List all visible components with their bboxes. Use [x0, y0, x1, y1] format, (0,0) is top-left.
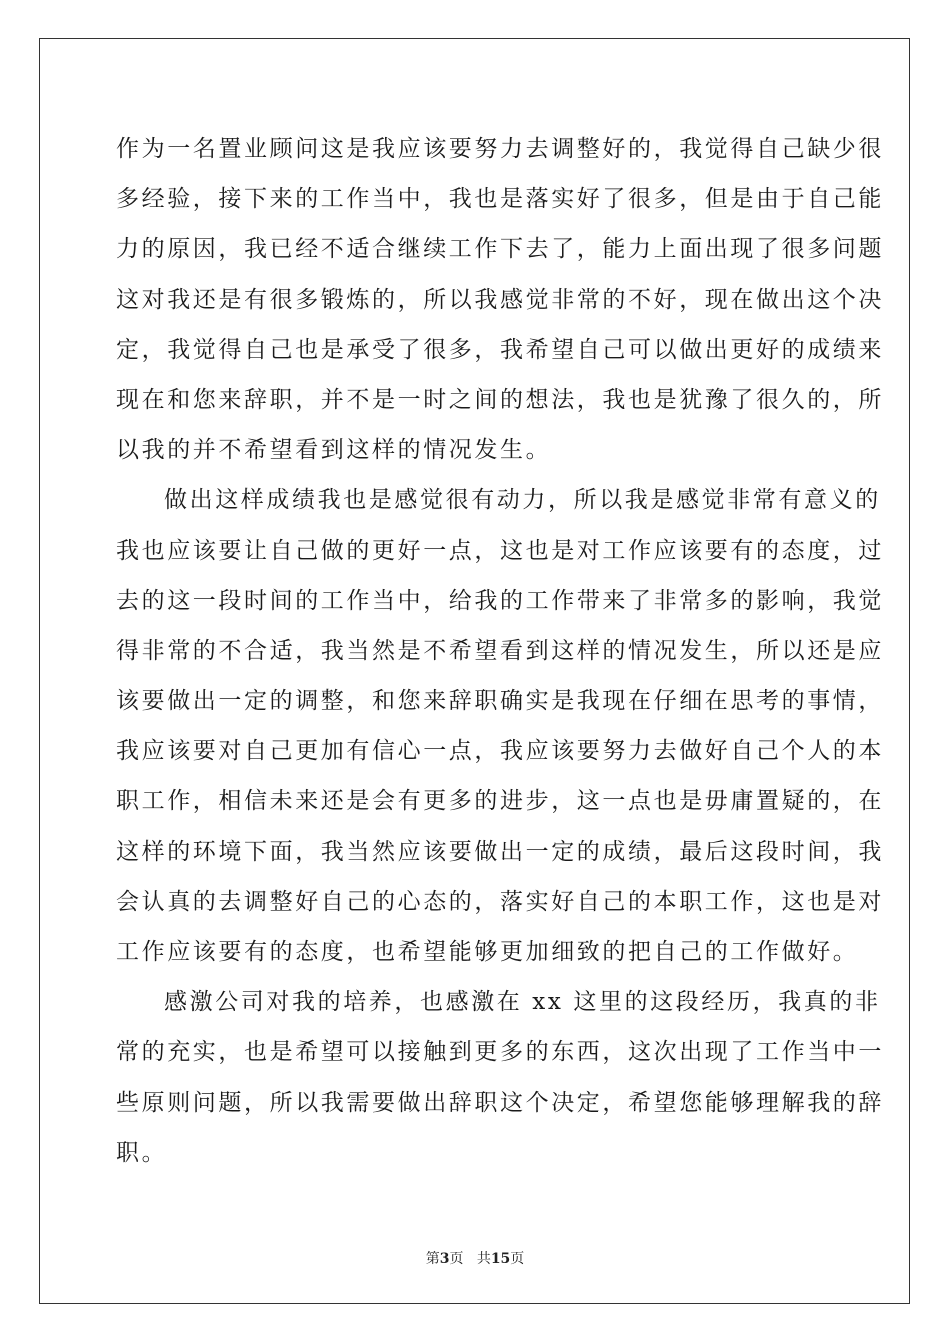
text-line: 些原则问题，所以我需要做出辞职这个决定，希望您能够理解我的辞 — [116, 1089, 884, 1116]
text-line: 我也应该要让自己做的更好一点，这也是对工作应该要有的态度，过 — [116, 537, 884, 564]
text-line: 会认真的去调整好自己的心态的，落实好自己的本职工作，这也是对 — [116, 888, 884, 915]
text-line: 作为一名置业顾问这是我应该要努力去调整好的，我觉得自己缺少很 — [116, 136, 884, 162]
page-prefix: 第 — [425, 1251, 440, 1267]
text-line: 定，我觉得自己也是承受了很多，我希望自己可以做出更好的成绩来 — [116, 336, 884, 363]
text-line: 该要做出一定的调整，和您来辞职确实是我现在仔细在思考的事情， — [116, 688, 884, 715]
paragraph-start-line: 做出这样成绩我也是感觉很有动力，所以我是感觉非常有意义的 — [164, 487, 881, 514]
total-pages: 15 — [490, 1251, 511, 1267]
text-line: 工作应该要有的态度，也希望能够更加细致的把自己的工作做好。 — [116, 939, 859, 965]
total-suffix: 页 — [510, 1251, 525, 1267]
text-line: 常的充实，也是希望可以接触到更多的东西，这次出现了工作当中一 — [116, 1039, 884, 1066]
text-line: 以我的并不希望看到这样的情况发生。 — [116, 437, 552, 464]
paragraph-start-line: 感激公司对我的培养，也感激在 xx 这里的这段经历，我真的非 — [164, 989, 881, 1016]
text-line: 得非常的不合适，我当然是不希望看到这样的情况发生，所以还是应 — [116, 637, 884, 664]
text-line: 力的原因，我已经不适合继续工作下去了，能力上面出现了很多问题 — [116, 236, 884, 263]
text-line: 多经验，接下来的工作当中，我也是落实好了很多，但是由于自己能 — [116, 186, 884, 213]
document-body — [116, 124, 884, 1178]
text-line: 职工作，相信未来还是会有更多的进步，这一点也是毋庸置疑的，在 — [116, 788, 884, 815]
text-line: 去的这一段时间的工作当中，给我的工作带来了非常多的影响，我觉 — [116, 587, 884, 614]
text-line: 现在和您来辞职，并不是一时之间的想法，我也是犹豫了很久的，所 — [116, 386, 884, 413]
text-line: 这对我还是有很多锻炼的，所以我感觉非常的不好，现在做出这个决 — [116, 286, 884, 313]
page-number: 3 — [439, 1251, 450, 1267]
text-line: 这样的环境下面，我当然应该要做出一定的成绩，最后这段时间，我 — [116, 838, 884, 865]
text-line: 我应该要对自己更加有信心一点，我应该要努力去做好自己个人的本 — [116, 738, 884, 765]
page-footer — [0, 1248, 950, 1268]
total-prefix: 共 — [476, 1251, 491, 1267]
text-line: 职。 — [116, 1139, 168, 1166]
page-suffix: 页 — [449, 1251, 464, 1267]
